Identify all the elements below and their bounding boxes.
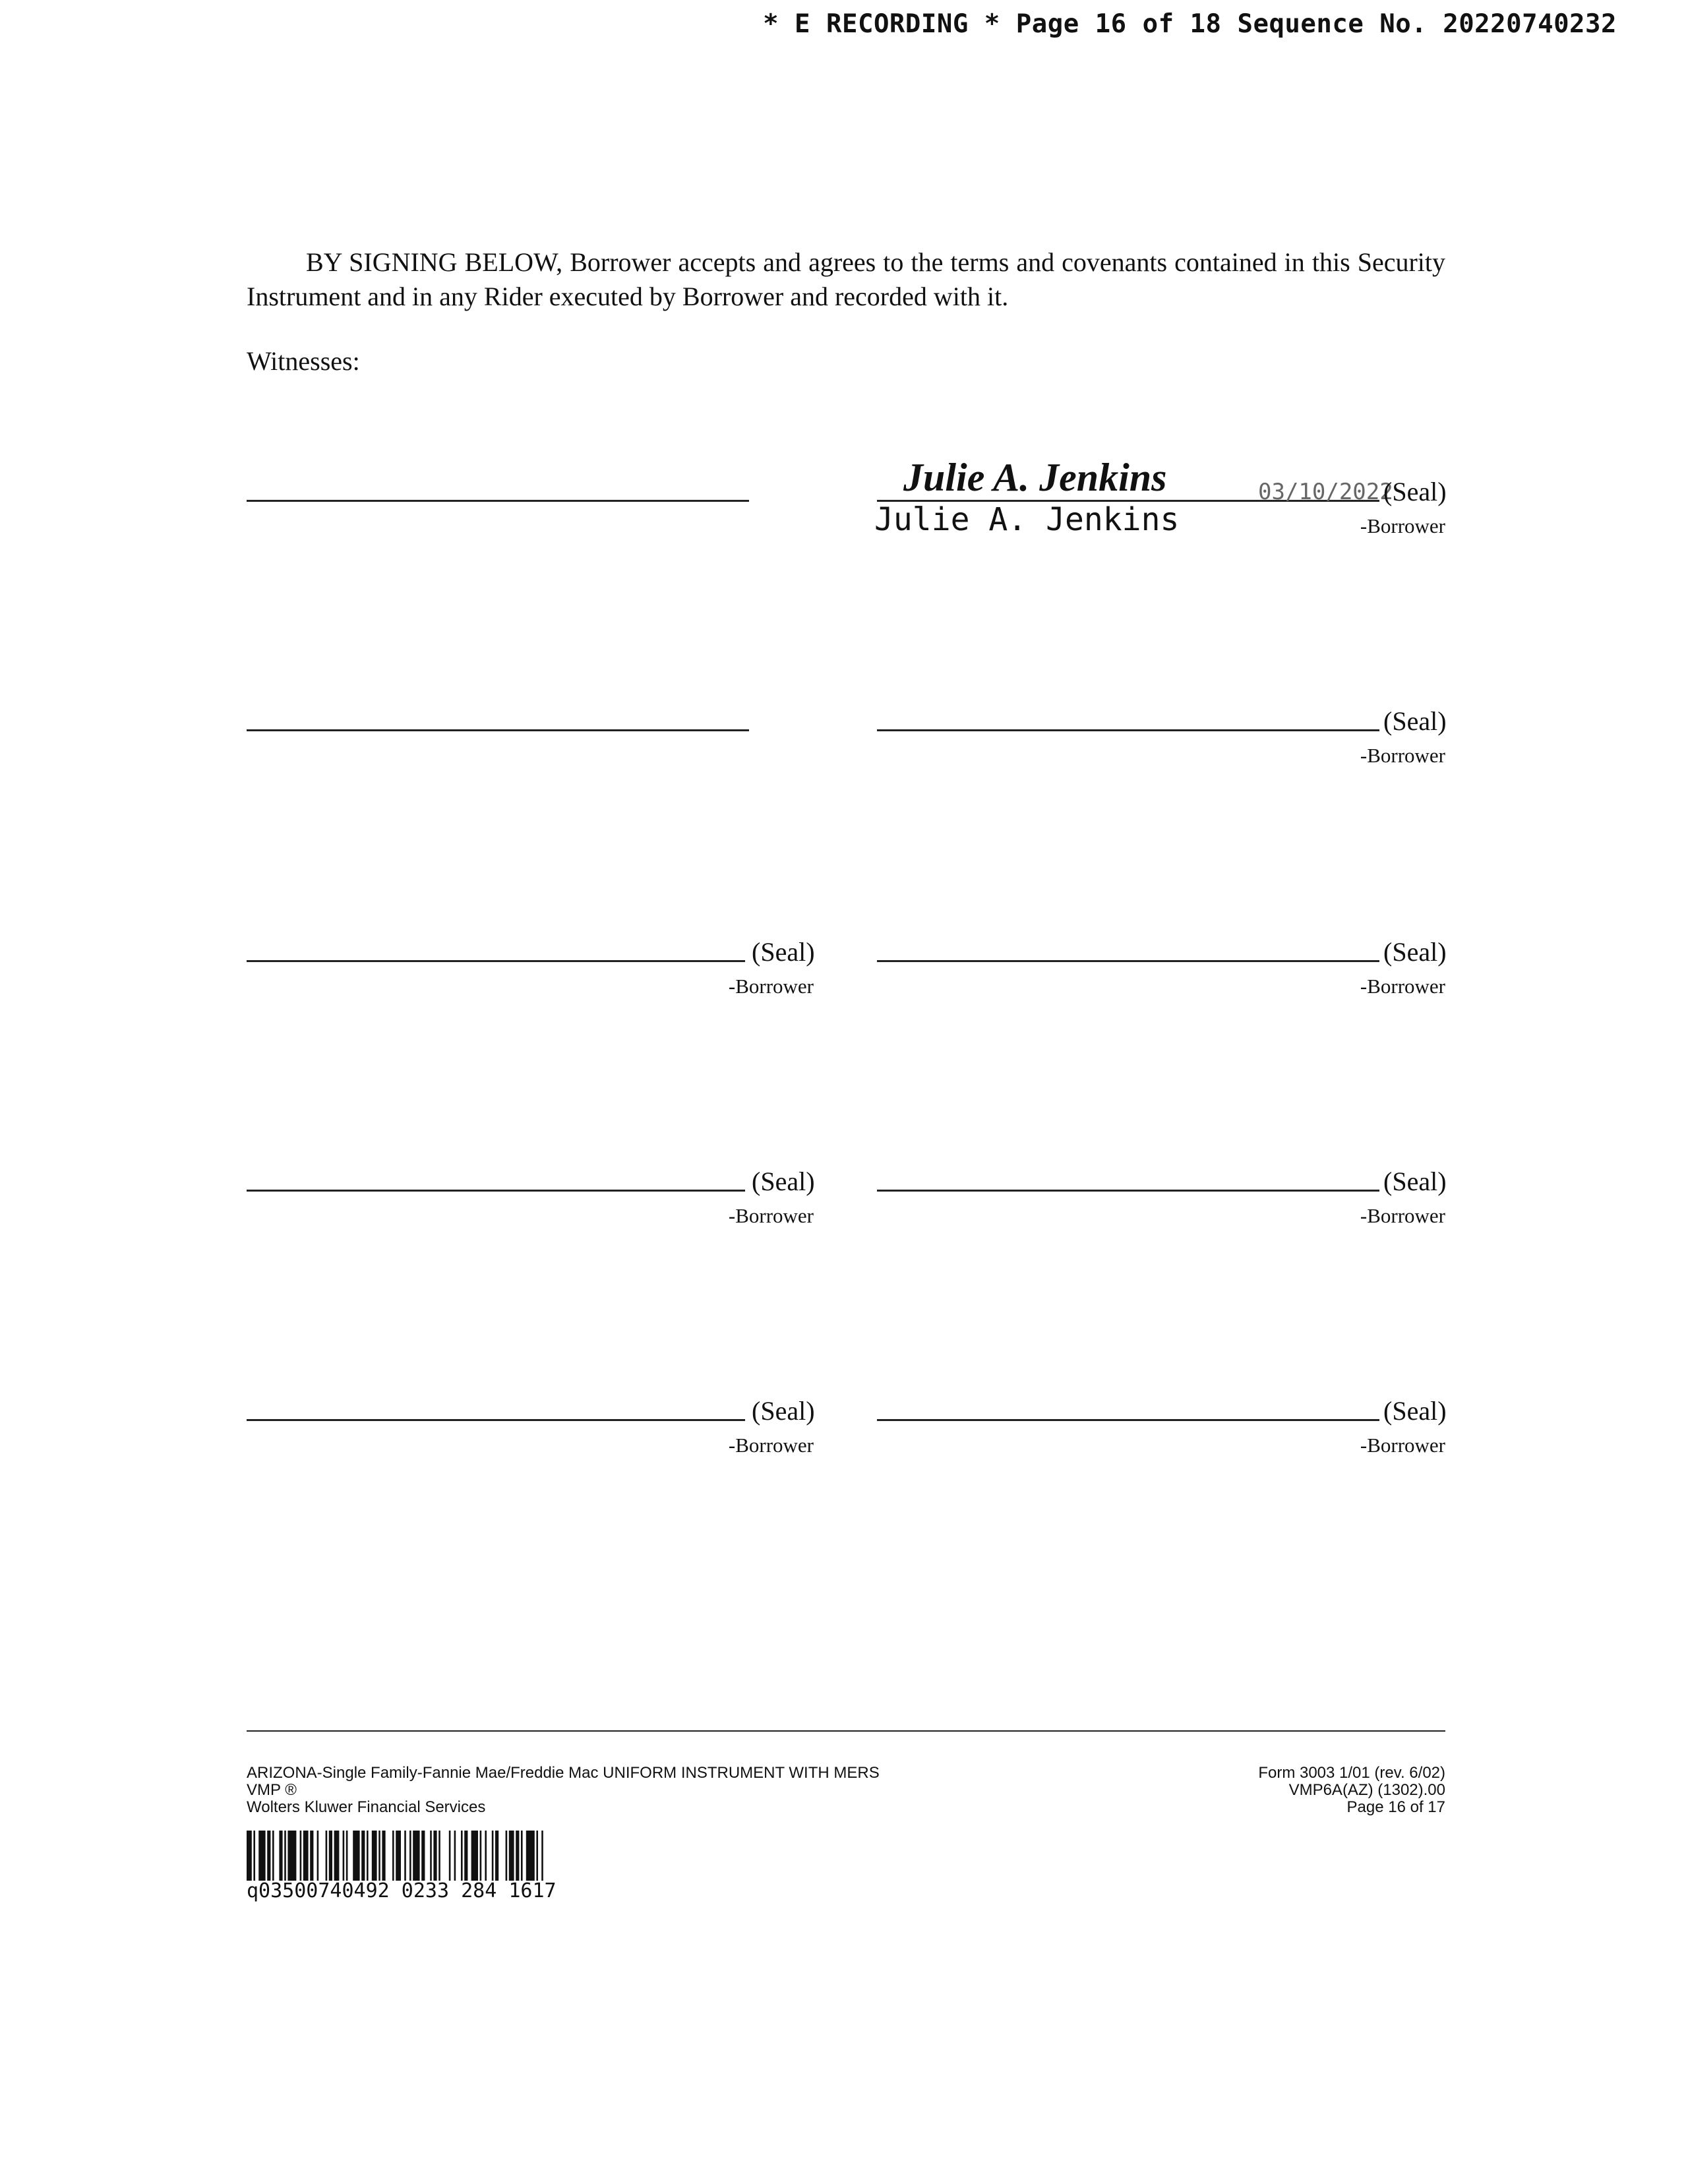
- barcode-bar: [382, 1831, 385, 1881]
- barcode-bar: [464, 1831, 467, 1881]
- borrower-label: -Borrower: [728, 975, 814, 998]
- barcode-bar: [492, 1831, 494, 1881]
- barcode-bar: [430, 1831, 432, 1881]
- borrower-label: -Borrower: [1360, 514, 1445, 537]
- barcode-bar: [353, 1831, 359, 1881]
- footer-right-line: Form 3003 1/01 (rev. 6/02): [1258, 1764, 1445, 1782]
- borrower-label: -Borrower: [728, 1204, 814, 1227]
- barcode-bar: [413, 1831, 419, 1881]
- seal-label: (Seal): [1383, 477, 1447, 506]
- seal-label: (Seal): [1383, 937, 1447, 967]
- barcode-bar: [267, 1831, 270, 1881]
- borrower-printed-name: Julie A. Jenkins: [874, 501, 1180, 538]
- borrower-signature-line-3-right: [877, 960, 1379, 962]
- seal-label: (Seal): [752, 1396, 815, 1426]
- seal-label: (Seal): [752, 937, 815, 967]
- barcode-text: q03500740492 0233 284 1617: [247, 1879, 557, 1902]
- borrower-signature-line-3-left: [247, 960, 745, 962]
- barcode-bar: [409, 1831, 411, 1881]
- barcode-bar: [258, 1831, 265, 1881]
- borrower-label: -Borrower: [1360, 975, 1445, 998]
- seal-label: (Seal): [1383, 1396, 1447, 1426]
- footer-rule: [247, 1730, 1445, 1732]
- borrower-signature-line-4-left: [247, 1190, 745, 1192]
- barcode-bar: [284, 1831, 286, 1881]
- seal-label: (Seal): [752, 1167, 815, 1196]
- barcode-bar: [326, 1831, 328, 1881]
- barcode-bar: [272, 1831, 274, 1881]
- barcode-bar: [433, 1831, 437, 1881]
- footer-left-line: Wolters Kluwer Financial Services: [247, 1798, 486, 1816]
- barcode-bar: [536, 1831, 538, 1881]
- witness-signature-line-2: [247, 729, 749, 731]
- barcode-bar: [449, 1831, 451, 1881]
- barcode-bar: [367, 1831, 369, 1881]
- borrower-label: -Borrower: [1360, 744, 1445, 767]
- footer-right-line: Page 16 of 17: [1346, 1798, 1445, 1816]
- barcode-bar: [454, 1831, 456, 1881]
- barcode-bar: [372, 1831, 377, 1881]
- borrower-label: -Borrower: [1360, 1434, 1445, 1457]
- barcode-bar: [329, 1831, 332, 1881]
- barcode-bar: [461, 1831, 463, 1881]
- recording-header: * E RECORDING * Page 16 of 18 Sequence No. 20220740232: [763, 9, 1617, 39]
- barcode-bar: [438, 1831, 440, 1881]
- barcode-bar: [509, 1831, 514, 1881]
- barcode-bar: [361, 1831, 365, 1881]
- borrower-signature-line-5-left: [247, 1419, 745, 1421]
- barcode-bar: [521, 1831, 523, 1881]
- footer-form-description: [247, 1765, 880, 1816]
- barcode-bar: [541, 1831, 543, 1881]
- barcode-bar: [506, 1831, 508, 1881]
- barcode-bar: [421, 1831, 425, 1881]
- barcode-bar: [247, 1831, 252, 1881]
- barcode-bar: [343, 1831, 345, 1881]
- barcode-bar: [346, 1831, 348, 1881]
- borrower-signature-line-2: [877, 729, 1379, 731]
- barcode-bar: [300, 1831, 302, 1881]
- footer-left-line: VMP ®: [247, 1781, 297, 1799]
- barcode-bar: [317, 1831, 319, 1881]
- borrower-signature: Julie A. Jenkins: [903, 456, 1167, 499]
- witnesses-label: Witnesses:: [247, 346, 360, 376]
- signature-date: 03/10/2022: [1258, 479, 1393, 505]
- footer-left-line: ARIZONA-Single Family-Fannie Mae/Freddie Mac UNIFORM INSTRUMENT WITH MERS: [247, 1764, 880, 1782]
- barcode-bar: [287, 1831, 296, 1881]
- barcode-bar: [378, 1831, 380, 1881]
- barcode-bar: [253, 1831, 255, 1881]
- barcode-bar: [526, 1831, 535, 1881]
- borrower-label: -Borrower: [728, 1434, 814, 1457]
- signing-statement: BY SIGNING BELOW, Borrower accepts and agrees to the terms and covenants contained in this Security Instrument and in any Rider executed by Borrower and recorded with it.: [247, 247, 1445, 311]
- barcode-image: [247, 1831, 715, 1881]
- borrower-signature-line-4-right: [877, 1190, 1379, 1192]
- seal-label: (Seal): [1383, 1167, 1447, 1196]
- barcode-bar: [279, 1831, 282, 1881]
- barcode-bar: [516, 1831, 519, 1881]
- barcode-bar: [480, 1831, 482, 1881]
- footer-right-line: VMP6A(AZ) (1302).00: [1288, 1781, 1445, 1799]
- footer-form-number: [1258, 1765, 1445, 1816]
- seal-label: (Seal): [1383, 706, 1447, 736]
- barcode-bar: [392, 1831, 394, 1881]
- barcode-bar: [334, 1831, 340, 1881]
- borrower-signature-line-5-right: [877, 1419, 1379, 1421]
- borrower-label: -Borrower: [1360, 1204, 1445, 1227]
- barcode-bar: [485, 1831, 487, 1881]
- barcode-bar: [303, 1831, 309, 1881]
- barcode-bar: [404, 1831, 406, 1881]
- barcode-bar: [495, 1831, 498, 1881]
- barcode-bar: [310, 1831, 313, 1881]
- witness-signature-line-1: [247, 500, 749, 502]
- barcode-bar: [471, 1831, 478, 1881]
- barcode-bar: [396, 1831, 401, 1881]
